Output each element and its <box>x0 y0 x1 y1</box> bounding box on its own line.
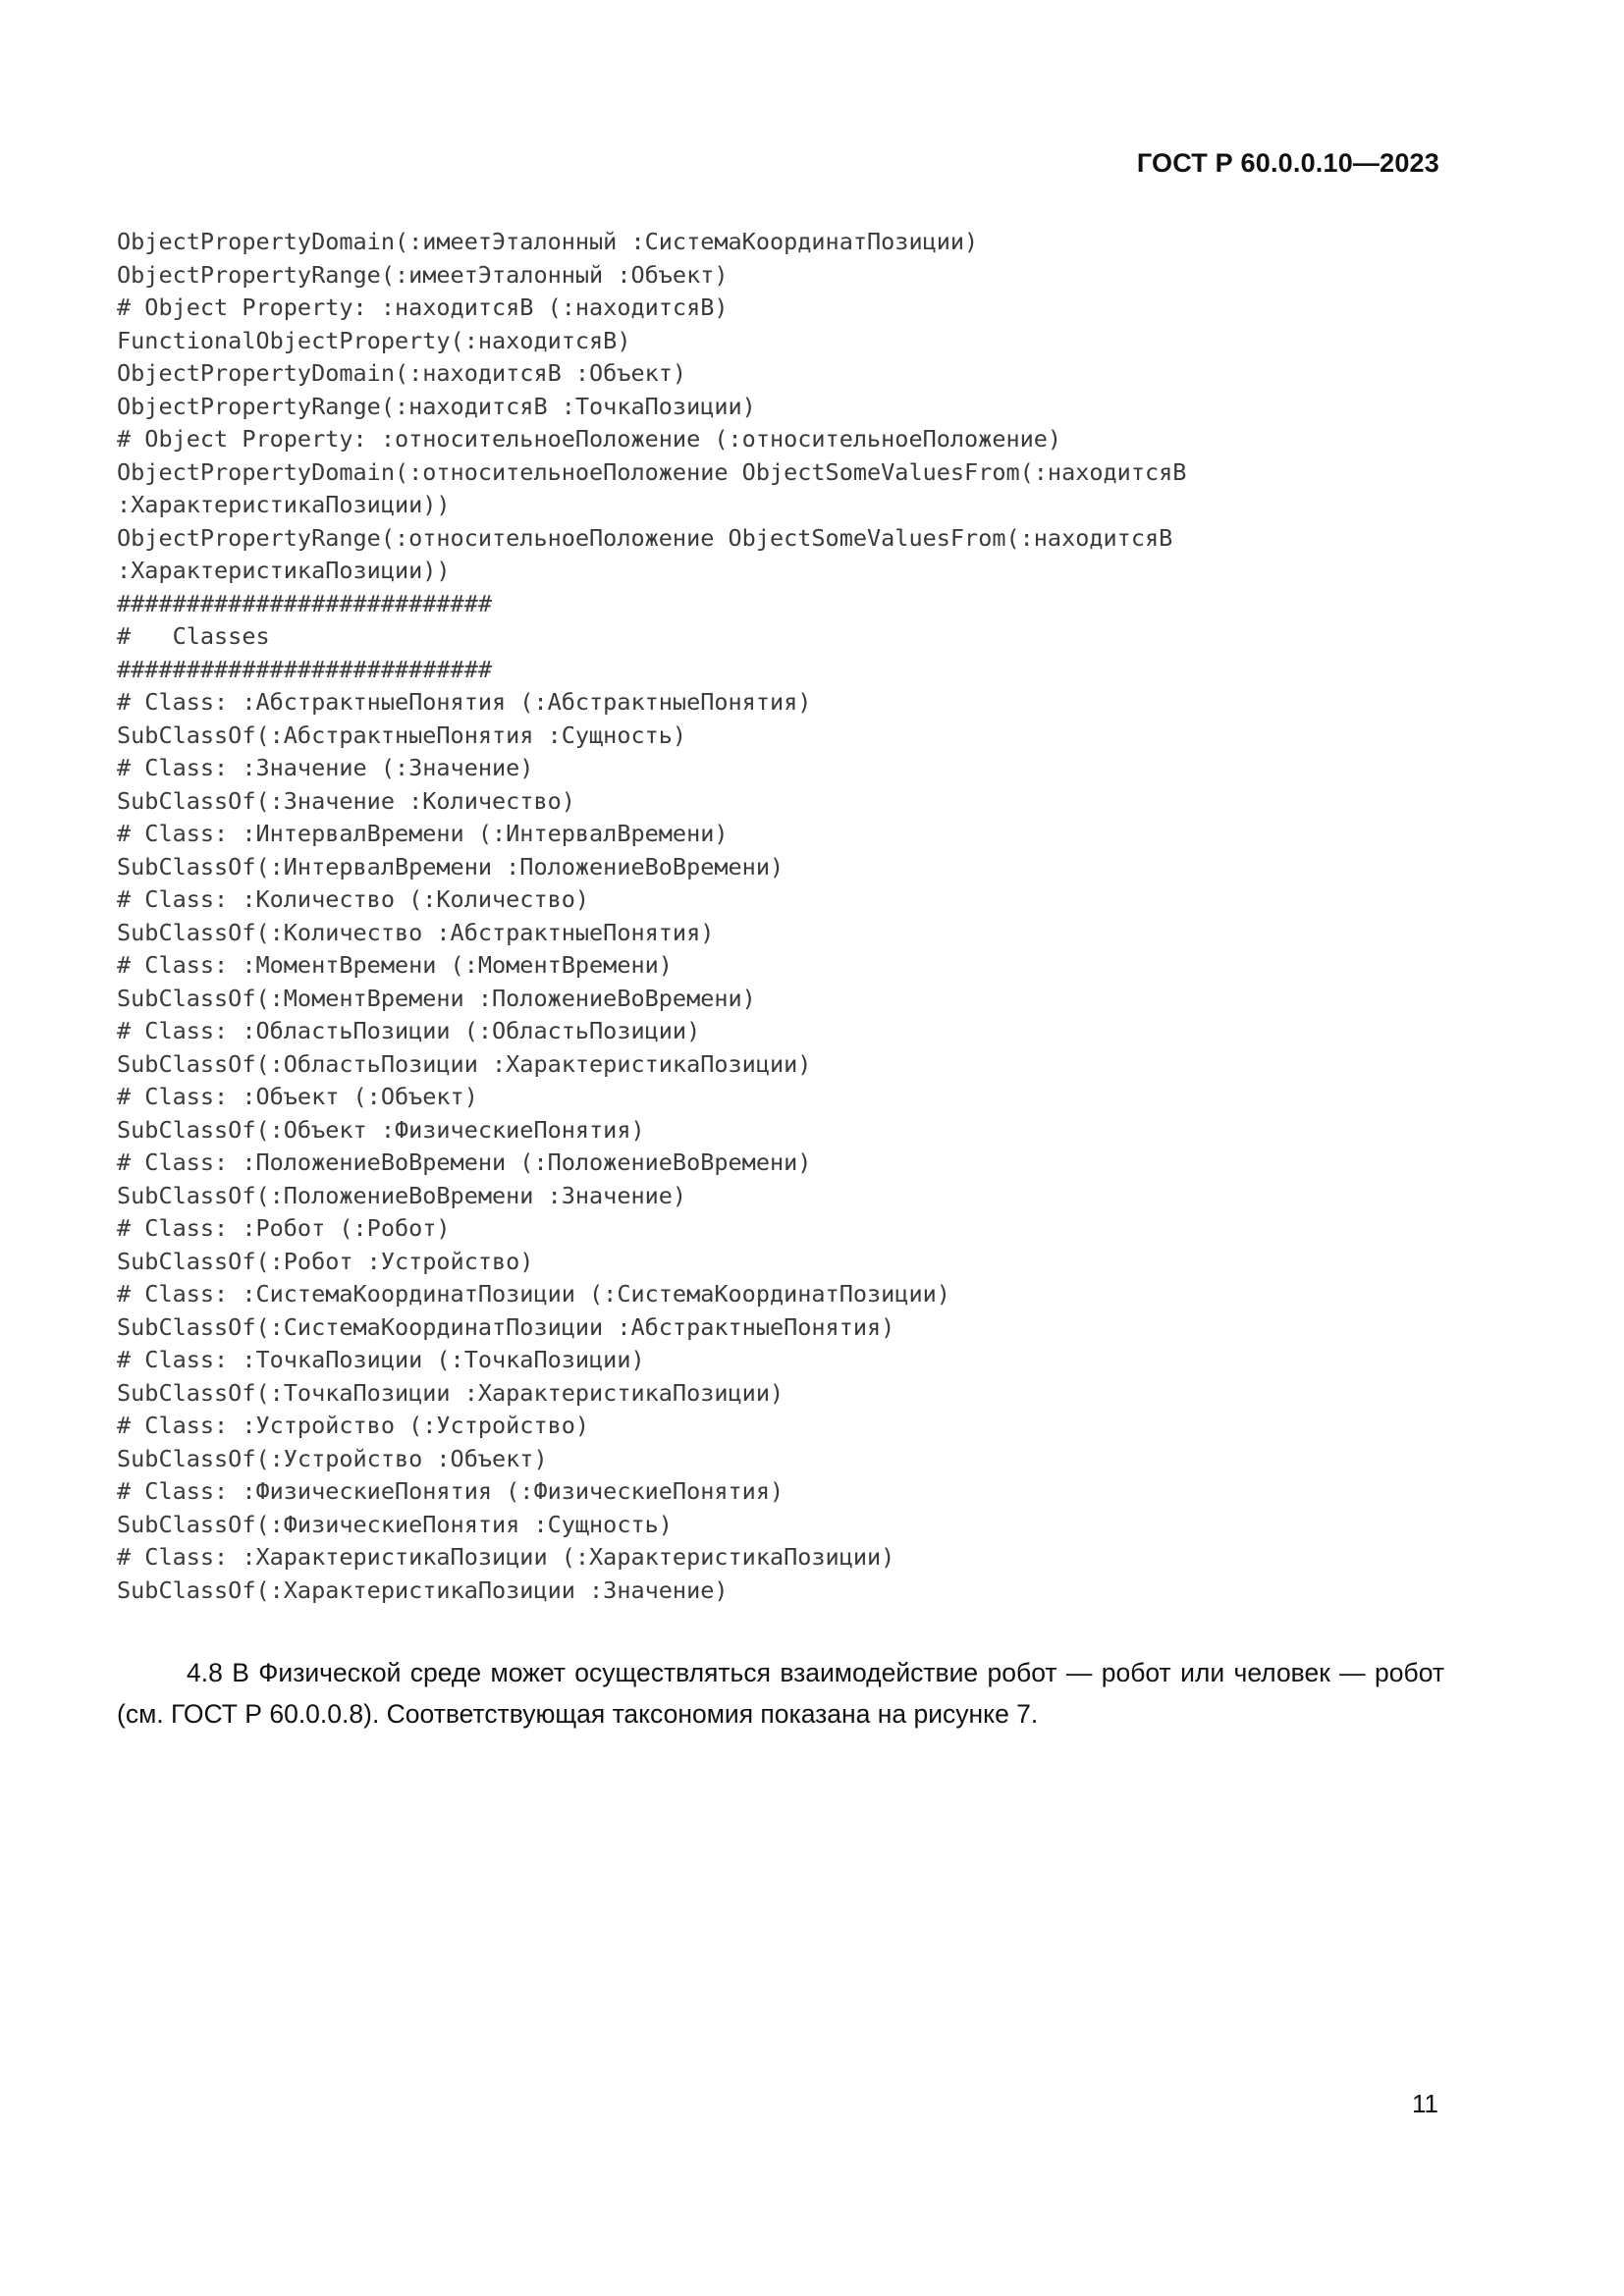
code-line: SubClassOf(:Количество :АбстрактныеПонятия) <box>117 918 715 946</box>
code-line: ObjectPropertyDomain(:имеетЭталонный :СистемаКоординатПозиции) <box>117 228 979 255</box>
code-line: # Object Property: :относительноеПоложение (:относительноеПоложение) <box>117 425 1062 453</box>
code-line: SubClassOf(:Устройство :Объект) <box>117 1444 548 1472</box>
code-line: # Class: :ФизическиеПонятия (:ФизическиеПонятия) <box>117 1477 785 1505</box>
ontology-code-listing <box>117 226 1452 1607</box>
code-line: SubClassOf(:Объект :ФизическиеПонятия) <box>117 1115 645 1144</box>
code-line: SubClassOf(:Робот :Устройство) <box>117 1247 534 1275</box>
code-line: # Classes <box>117 622 270 650</box>
code-line: ObjectPropertyRange(:находитсяВ :ТочкаПозиции) <box>117 392 756 420</box>
code-line: # Class: :ТочкаПозиции (:ТочкаПозиции) <box>117 1346 645 1373</box>
code-line: SubClassOf(:ИнтервалВремени :ПоложениеВоВремени) <box>117 852 785 881</box>
page-number: 11 <box>1412 2089 1438 2118</box>
document-standard-header: ГОСТ Р 60.0.0.10—2023 <box>1136 148 1439 178</box>
code-line: # Class: :ХарактеристикаПозиции (:ХарактеристикаПозиции) <box>117 1543 895 1571</box>
code-line: ObjectPropertyRange(:относительноеПоложение ObjectSomeValuesFrom(:находитсяВ <box>117 523 1173 552</box>
code-line: SubClassOf(:СистемаКоординатПозиции :АбстрактныеПонятия) <box>117 1312 895 1341</box>
code-line: # Class: :Устройство (:Устройство) <box>117 1412 590 1439</box>
code-line: SubClassOf(:ТочкаПозиции :ХарактеристикаПозиции) <box>117 1378 785 1407</box>
code-line: ObjectPropertyRange(:имеетЭталонный :Объект) <box>117 260 729 289</box>
code-line: SubClassOf(:АбстрактныеПонятия :Сущность) <box>117 721 687 749</box>
code-line: :ХарактеристикаПозиции)) <box>117 557 451 584</box>
code-line: :ХарактеристикаПозиции)) <box>117 491 451 518</box>
code-line: # Class: :ОбластьПозиции (:ОбластьПозиции) <box>117 1017 701 1044</box>
code-line: # Class: :Количество (:Количество) <box>117 885 590 913</box>
code-line: ObjectPropertyDomain(:находитсяВ :Объект) <box>117 359 687 387</box>
code-line: SubClassOf(:ФизическиеПонятия :Сущность) <box>117 1510 673 1538</box>
code-line: # Class: :СистемаКоординатПозиции (:СистемаКоординатПозиции) <box>117 1280 950 1308</box>
body-paragraph: 4.8 В Физической среде может осуществляться взаимодействие робот — робот или человек — робот (см. ГОСТ Р 60.0.0.8). Соответствующая таксономия показана на рисунке 7. <box>117 1657 1444 1729</box>
code-line: ########################### <box>117 589 493 617</box>
code-line: # Class: :Объект (:Объект) <box>117 1083 478 1110</box>
code-line: ObjectPropertyDomain(:относительноеПоложение ObjectSomeValuesFrom(:находитсяВ <box>117 457 1187 486</box>
code-line: # Class: :Значение (:Значение) <box>117 754 534 781</box>
code-line: ########################### <box>117 655 493 683</box>
code-line: SubClassOf(:ПоложениеВоВремени :Значение) <box>117 1181 687 1209</box>
code-line: SubClassOf(:ХарактеристикаПозиции :Значение) <box>117 1575 729 1604</box>
code-line: # Class: :АбстрактныеПонятия (:АбстрактныеПонятия) <box>117 688 812 716</box>
code-line: FunctionalObjectProperty(:находитсяВ) <box>117 326 631 354</box>
code-line: SubClassOf(:ОбластьПозиции :ХарактеристикаПозиции) <box>117 1049 812 1078</box>
code-line: # Class: :ИнтервалВремени (:ИнтервалВремени) <box>117 820 729 847</box>
code-line: # Class: :МоментВремени (:МоментВремени) <box>117 951 673 979</box>
code-line: SubClassOf(:Значение :Количество) <box>117 786 575 815</box>
code-line: SubClassOf(:МоментВремени :ПоложениеВоВремени) <box>117 984 756 1012</box>
code-line: # Object Property: :находитсяВ (:находитсяВ) <box>117 294 729 321</box>
code-line: # Class: :Робот (:Робот) <box>117 1214 451 1242</box>
code-line: # Class: :ПоложениеВоВремени (:ПоложениеВоВремени) <box>117 1148 812 1176</box>
